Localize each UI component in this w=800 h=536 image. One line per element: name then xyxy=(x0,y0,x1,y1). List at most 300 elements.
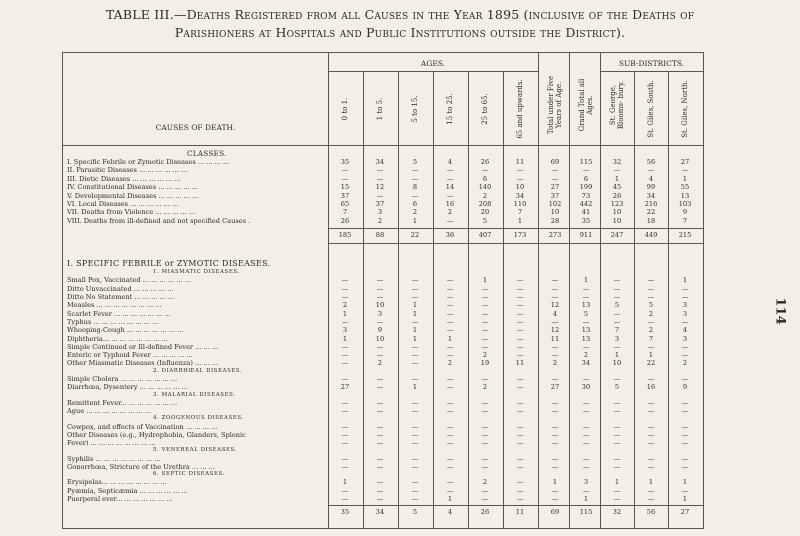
table-cell: 26 xyxy=(480,158,490,166)
table-cell: — xyxy=(376,293,384,301)
table-cell: — xyxy=(582,454,590,463)
table-cell: — xyxy=(613,495,621,503)
table-cell: — xyxy=(376,495,384,503)
table-cell: — xyxy=(516,334,524,343)
table-cell: 11 xyxy=(515,359,525,368)
table-cell: — xyxy=(446,478,454,487)
row-label: Enteric or Typhoid Fever ... ... ... ... ... xyxy=(67,351,193,360)
table-cell: 3 xyxy=(682,334,688,343)
table-cell: 9 xyxy=(682,208,688,217)
table-cell: — xyxy=(681,342,689,351)
table-cell: 1 xyxy=(648,478,654,487)
table-cell: — xyxy=(411,284,419,293)
table-cell: 1 xyxy=(682,276,688,285)
table-cell: — xyxy=(681,422,689,431)
row-label: Measles ... ... ... ... ... ... ... ... xyxy=(67,301,162,310)
table-cell: 7 xyxy=(682,216,688,225)
column-header: 15 to 25. xyxy=(446,93,454,125)
table-cell: 2 xyxy=(648,326,654,335)
table-cell: — xyxy=(341,374,349,383)
table-cell: 1 xyxy=(412,383,418,392)
table-cell: 2 xyxy=(377,359,383,368)
row-label: Typhus ... ... ... ... ... ... ... ... xyxy=(67,317,159,326)
table-cell: 10 xyxy=(375,334,385,343)
table-cell: 3 xyxy=(614,334,620,343)
table-cell: — xyxy=(551,486,559,495)
row-label: VI. Local Diseases ... ... ... ... ... ... xyxy=(67,200,179,208)
table-cell: 28 xyxy=(550,216,560,225)
table-cell: 12 xyxy=(550,301,560,310)
table-cell: — xyxy=(647,293,655,301)
column-header: Total under Five Years of Age. xyxy=(547,75,563,135)
table-cell: 11 xyxy=(515,508,525,517)
table-cell: 110 xyxy=(513,200,527,208)
table-cell: — xyxy=(613,342,621,351)
table-cell: — xyxy=(551,495,559,503)
table-cell: — xyxy=(481,166,489,175)
table-cell: 3 xyxy=(682,301,688,310)
table-cell: 4 xyxy=(552,309,558,318)
table-cell: — xyxy=(516,383,524,392)
table-cell: — xyxy=(613,398,621,407)
table-cell: 32 xyxy=(612,158,622,166)
table-cell: 37 xyxy=(375,200,385,208)
table-cell: — xyxy=(376,317,384,326)
table-cell: — xyxy=(341,276,349,285)
table-cell: — xyxy=(481,284,489,293)
table-cell: 14 xyxy=(445,183,455,192)
table-cell: — xyxy=(681,454,689,463)
table-cell: 10 xyxy=(612,208,622,217)
table-cell: — xyxy=(411,439,419,448)
table-cell: — xyxy=(411,462,419,471)
table-cell: — xyxy=(613,374,621,383)
table-cell: — xyxy=(647,276,655,285)
table-cell: — xyxy=(613,293,621,301)
title-line-1: TABLE III.—Deaths Registered from all Causes in the Year 1895 (inclusive of the Deaths of xyxy=(105,7,695,22)
table-cell: — xyxy=(516,166,524,175)
table-cell: — xyxy=(446,486,454,495)
table-cell: — xyxy=(446,454,454,463)
row-label: V. Developmental Diseases ... ... ... ... ... xyxy=(67,191,199,200)
table-cell: 22 xyxy=(646,359,656,368)
table-cell: 3 xyxy=(583,478,589,487)
table-cell: 27 xyxy=(680,158,690,166)
column-header: St. Giles, South. xyxy=(647,80,655,138)
table-cell: — xyxy=(481,495,489,503)
table-cell: — xyxy=(516,301,524,310)
row-label: III. Dietic Diseases ... ... ... ... ... ... xyxy=(67,174,181,183)
table-cell: 2 xyxy=(447,359,453,368)
table-cell: — xyxy=(411,478,419,487)
table-cell: — xyxy=(446,309,454,318)
table-cell: — xyxy=(446,216,454,225)
table-cell: 55 xyxy=(680,183,690,192)
table-cell: — xyxy=(376,430,384,439)
table-cell: — xyxy=(582,342,590,351)
table-cell: 1 xyxy=(412,326,418,335)
table-cell: — xyxy=(446,439,454,448)
table-cell: 2 xyxy=(447,208,453,217)
table-cell: — xyxy=(551,166,559,175)
subgroup-heading: 5. VENEREAL DISEASES. xyxy=(153,447,237,454)
table-cell: — xyxy=(481,309,489,318)
row-label: Simple Continued or Ill-defined Fever ... ... ... xyxy=(67,342,219,351)
table-cell: 20 xyxy=(480,208,490,217)
table-cell: — xyxy=(341,166,349,175)
table-cell: 1 xyxy=(342,334,348,343)
table-cell: 65 xyxy=(340,200,350,208)
table-cell: — xyxy=(516,276,524,285)
table-cell: 35 xyxy=(340,158,350,166)
table-cell: 1 xyxy=(412,301,418,310)
table-cell: 5 xyxy=(412,158,418,166)
table-cell: 5 xyxy=(648,301,654,310)
table-cell: — xyxy=(376,462,384,471)
column-header: 65 and upwards. xyxy=(516,79,524,139)
table-cell: — xyxy=(411,191,419,200)
table-cell: 3 xyxy=(682,309,688,318)
table-cell: — xyxy=(481,422,489,431)
table-cell: 2 xyxy=(482,478,488,487)
table-cell: — xyxy=(551,351,559,360)
row-label: Scarlet Fever ... ... ... ... ... ... ... xyxy=(67,309,171,318)
table-title xyxy=(60,6,740,42)
table-cell: — xyxy=(411,407,419,415)
header-bottom-rule xyxy=(63,145,703,146)
row-label: VII. Deaths from Violence ... ... ... ... ... xyxy=(67,208,196,217)
table-cell: 1 xyxy=(583,276,589,285)
table-cell: — xyxy=(647,454,655,463)
table-cell: — xyxy=(582,407,590,415)
table-cell: 1 xyxy=(648,351,654,360)
table-cell: — xyxy=(376,374,384,383)
table-cell: 36 xyxy=(445,231,455,240)
table-cell: 34 xyxy=(375,158,385,166)
table-cell: 22 xyxy=(410,231,420,240)
table-cell: 7 xyxy=(614,326,620,335)
table-cell: 26 xyxy=(340,216,350,225)
table-cell: — xyxy=(376,486,384,495)
table-cell: — xyxy=(582,462,590,471)
table-cell: — xyxy=(681,317,689,326)
column-header: 25 to 65. xyxy=(481,93,489,125)
table-cell: — xyxy=(647,342,655,351)
table-cell: 273 xyxy=(548,231,562,240)
table-cell: — xyxy=(446,317,454,326)
table-cell: 115 xyxy=(579,508,593,517)
table-cell: — xyxy=(376,351,384,360)
table-cell: — xyxy=(516,374,524,383)
table-cell: 11 xyxy=(515,158,525,166)
table-cell: — xyxy=(376,439,384,448)
table-cell: — xyxy=(376,174,384,183)
table-cell: — xyxy=(516,454,524,463)
table-cell: — xyxy=(481,407,489,415)
table-cell: — xyxy=(647,284,655,293)
table-cell: 3 xyxy=(377,208,383,217)
table-cell: — xyxy=(516,351,524,360)
table-cell: — xyxy=(582,486,590,495)
table-cell: — xyxy=(582,374,590,383)
table-cell: — xyxy=(681,374,689,383)
page-number: 114 xyxy=(772,297,788,325)
table-cell: 26 xyxy=(480,508,490,517)
table-cell: 216 xyxy=(644,200,658,208)
table-cell: 449 xyxy=(644,231,658,240)
row-label: Erysipelas... ... ... ... ... ... ... ... xyxy=(67,478,167,487)
table-cell: — xyxy=(481,293,489,301)
table-cell: — xyxy=(516,309,524,318)
table-cell: — xyxy=(516,174,524,183)
table-cell: — xyxy=(446,276,454,285)
table-cell: — xyxy=(516,430,524,439)
table-cell: — xyxy=(446,191,454,200)
table-cell: — xyxy=(446,430,454,439)
table-cell: — xyxy=(681,284,689,293)
table-cell: 34 xyxy=(375,508,385,517)
table-cell: 1 xyxy=(482,276,488,285)
table-cell: — xyxy=(613,439,621,448)
row-label: Remittent Fever... ... ... ... ... ... ... xyxy=(67,398,178,407)
table-cell: — xyxy=(516,486,524,495)
table-cell: 208 xyxy=(478,200,492,208)
table-cell: — xyxy=(341,407,349,415)
table-cell: 2 xyxy=(482,351,488,360)
table-cell: — xyxy=(516,284,524,293)
table-cell: — xyxy=(481,326,489,335)
table-cell: — xyxy=(446,284,454,293)
table-cell: — xyxy=(446,422,454,431)
table-cell: 34 xyxy=(515,191,525,200)
table-cell: — xyxy=(582,398,590,407)
table-cell: 12 xyxy=(375,183,385,192)
row-label: Whooping-Cough ... ... ... ... ... ... ... xyxy=(67,326,184,335)
row-label: Ditto No Statement ... ... ... ... ... xyxy=(67,293,175,301)
table-cell: — xyxy=(446,342,454,351)
row-label: Fever) ... ... ... ... ... ... ... ... xyxy=(67,439,156,448)
table-cell: 1 xyxy=(517,216,523,225)
subgroup-heading: 1. MIASMATIC DISEASES. xyxy=(153,269,240,276)
table-cell: 1 xyxy=(682,495,688,503)
table-cell: — xyxy=(516,317,524,326)
table-cell: — xyxy=(411,454,419,463)
table-cell: — xyxy=(376,342,384,351)
table-cell: 35 xyxy=(340,508,350,517)
table-cell: 6 xyxy=(583,174,589,183)
table-cell: — xyxy=(613,454,621,463)
table-cell: — xyxy=(647,430,655,439)
table-cell: 407 xyxy=(478,231,492,240)
table-cell: 13 xyxy=(581,326,591,335)
table-cell: 102 xyxy=(548,200,562,208)
table-cell: — xyxy=(582,422,590,431)
subtotal-rule xyxy=(328,505,703,506)
table-cell: — xyxy=(516,422,524,431)
table-cell: 16 xyxy=(445,200,455,208)
subtotal-rule xyxy=(328,228,703,229)
table-cell: 1 xyxy=(342,309,348,318)
table-cell: — xyxy=(551,422,559,431)
table-cell: — xyxy=(582,284,590,293)
table-cell: — xyxy=(613,422,621,431)
table-cell: — xyxy=(341,462,349,471)
table-cell: 27 xyxy=(550,183,560,192)
table-cell: 41 xyxy=(581,208,591,217)
table-cell: — xyxy=(647,422,655,431)
table-cell: — xyxy=(551,462,559,471)
row-label: Pyæmia, Septicæmia ... ... ... ... ... ... xyxy=(67,486,188,495)
table-cell: — xyxy=(411,359,419,368)
table-cell: — xyxy=(481,374,489,383)
table-cell: 2 xyxy=(552,359,558,368)
table-cell: 1 xyxy=(412,309,418,318)
table-cell: — xyxy=(481,439,489,448)
table-cell: 73 xyxy=(581,191,591,200)
table-cell: 140 xyxy=(478,183,492,192)
table-cell: — xyxy=(446,174,454,183)
table-cell: 69 xyxy=(550,508,560,517)
table-cell: 1 xyxy=(552,478,558,487)
row-label: Ague ... ... ... ... ... ... ... ... xyxy=(67,407,152,415)
table-cell: — xyxy=(681,398,689,407)
table-cell: 32 xyxy=(612,508,622,517)
table-cell: — xyxy=(516,478,524,487)
table-cell: — xyxy=(551,407,559,415)
table-cell: — xyxy=(613,276,621,285)
table-cell: — xyxy=(481,430,489,439)
table-cell: — xyxy=(647,166,655,175)
table-cell: 4 xyxy=(447,158,453,166)
table-cell: — xyxy=(341,454,349,463)
table-cell: — xyxy=(481,398,489,407)
table-cell: — xyxy=(341,317,349,326)
table-cell: 99 xyxy=(646,183,656,192)
table-cell: — xyxy=(341,174,349,183)
table-cell: — xyxy=(411,276,419,285)
table-cell: 2 xyxy=(342,301,348,310)
table-cell: — xyxy=(341,342,349,351)
details-total-row xyxy=(63,508,703,517)
table-cell: — xyxy=(481,317,489,326)
table-cell: — xyxy=(481,486,489,495)
row-label: Cowpox, and effects of Vaccination ... ... ... ... xyxy=(67,422,218,431)
table-cell: — xyxy=(516,495,524,503)
table-cell: — xyxy=(341,293,349,301)
table-cell: — xyxy=(376,166,384,175)
table-cell: — xyxy=(341,430,349,439)
table-cell: — xyxy=(376,383,384,392)
table-cell: — xyxy=(681,407,689,415)
subdistricts-header: SUB-DISTRICTS. xyxy=(618,59,685,68)
table-cell: — xyxy=(647,317,655,326)
table-cell: 35 xyxy=(581,216,591,225)
table-cell: — xyxy=(613,462,621,471)
table-cell: — xyxy=(516,462,524,471)
table-cell: 45 xyxy=(612,183,622,192)
row-label: VIII. Deaths from ill-defined and not specified Causes . xyxy=(67,216,251,225)
table-cell: — xyxy=(446,351,454,360)
row-label: Diphtheria... ... ... ... ... ... ... ... xyxy=(67,334,168,343)
table-cell: 18 xyxy=(646,216,656,225)
table-cell: 9 xyxy=(682,383,688,392)
row-label: Other Diseases (e.g., Hydrophobia, Glanders, Splenic xyxy=(67,430,246,439)
table-cell: 27 xyxy=(550,383,560,392)
subgroup-heading: 6. SEPTIC DISEASES. xyxy=(153,471,225,478)
table-cell: — xyxy=(647,374,655,383)
classes-total-row xyxy=(63,231,703,240)
table-cell: — xyxy=(551,374,559,383)
table-cell: 215 xyxy=(678,231,692,240)
table-cell: — xyxy=(681,166,689,175)
table-cell: 12 xyxy=(550,326,560,335)
table-cell: 199 xyxy=(579,183,593,192)
table-cell: 10 xyxy=(612,216,622,225)
table-cell: 10 xyxy=(515,183,525,192)
table-cell: — xyxy=(376,454,384,463)
row-label: IV. Constitutional Diseases ... ... ... ... ... xyxy=(67,183,199,192)
table-cell: — xyxy=(481,342,489,351)
table-cell: — xyxy=(551,398,559,407)
table-cell: 3 xyxy=(377,309,383,318)
table-cell: 7 xyxy=(342,208,348,217)
table-cell: 1 xyxy=(447,334,453,343)
column-header: 0 to 1. xyxy=(341,97,349,121)
table-cell: — xyxy=(481,301,489,310)
table-cell: 6 xyxy=(412,200,418,208)
table-cell: — xyxy=(516,293,524,301)
table-cell: — xyxy=(411,495,419,503)
table-cell: — xyxy=(681,293,689,301)
table-cell: — xyxy=(681,430,689,439)
table-cell: — xyxy=(613,284,621,293)
table-cell: — xyxy=(411,351,419,360)
table-cell: — xyxy=(341,439,349,448)
table-cell: — xyxy=(582,430,590,439)
row-label: Syphilis ... ... ... ... ... ... ... ... xyxy=(67,454,161,463)
table-cell: — xyxy=(376,276,384,285)
table-cell: 115 xyxy=(579,158,593,166)
table-cell: 1 xyxy=(682,478,688,487)
table-cell: — xyxy=(411,293,419,301)
column-header: 5 to 15. xyxy=(411,95,419,123)
table-cell: 123 xyxy=(610,200,624,208)
table-cell: — xyxy=(582,317,590,326)
class-row xyxy=(63,217,703,226)
row-label: I. Specific Febrile or Zymotic Diseases ... ... ... ... xyxy=(67,158,230,166)
table-cell: — xyxy=(613,430,621,439)
table-cell: — xyxy=(551,454,559,463)
table-cell: 103 xyxy=(678,200,692,208)
table-cell: 37 xyxy=(550,191,560,200)
table-cell: 11 xyxy=(550,334,560,343)
classes-heading: CLASSES. xyxy=(187,149,227,158)
table-cell: 7 xyxy=(648,334,654,343)
table-cell: 7 xyxy=(517,208,523,217)
table-cell: — xyxy=(411,374,419,383)
table-cell: — xyxy=(481,334,489,343)
table-cell: — xyxy=(411,486,419,495)
table-cell: — xyxy=(376,191,384,200)
table-cell: 22 xyxy=(646,208,656,217)
table-cell: 442 xyxy=(579,200,593,208)
row-label: Gonorrhœa, Stricture of the Urethra ... ... ... xyxy=(67,462,215,471)
table-cell: 5 xyxy=(482,216,488,225)
table-cell: — xyxy=(551,439,559,448)
table-cell: 9 xyxy=(377,326,383,335)
table-cell: — xyxy=(551,276,559,285)
section-heading: I. SPECIFIC FEBRILE or ZYMOTIC DISEASES. xyxy=(67,259,271,269)
